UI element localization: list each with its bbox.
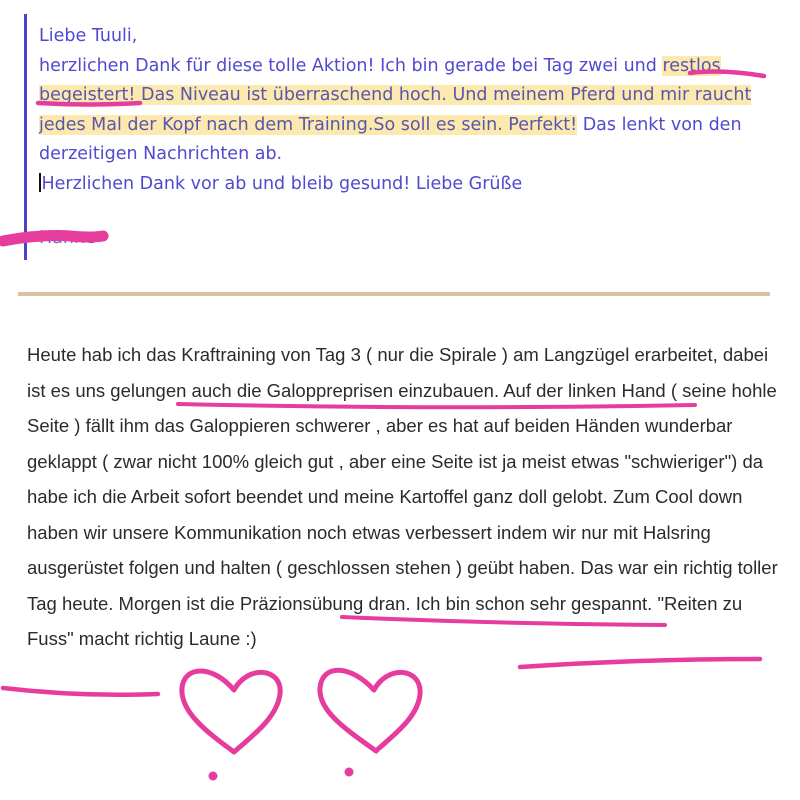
email-paragraph: [39, 52, 784, 170]
underlined-phrase-3: "Reiten zu Fuss" macht richtig Laune :): [27, 592, 743, 649]
highlighted-text: restlos begeistert! Das Niveau ist überraschend hoch. Und meinem Pferd und mir raucht jedes Mal der Kopf nach dem Training.So soll es sein. Perfekt!: [39, 55, 752, 135]
email-after-highlight: Das lenkt von den derzeitigen Nachrichten ab.: [39, 114, 742, 164]
underlined-phrase-1: ist es uns gelungen auch die Galoppreprisen einzubauen.: [27, 379, 500, 401]
section-divider: [18, 292, 770, 296]
quote-bar: [24, 14, 27, 260]
post-part2: Auf der linken Hand ( seine hohle Seite ) fällt ihm das Galoppieren schwerer , aber es hat auf beiden Händen wunderbar geklappt ( zwar nicht 100% gleich gut , aber eine Seite ist ja meist etwas "schwieriger") da habe ich die Arbeit sofort beendet und meine Kartoffel ganz doll gelobt. Zum Cool down haben wir unsere Kommunikation noch etwas verbessert indem wir nur mit Halsring ausgerüstet folgen und halten ( geschlossen stehen ) geübt haben.: [27, 379, 777, 578]
post-part3: Morgen ist die Präzionsübung dran. Ich bin schon sehr gespannt.: [113, 592, 658, 614]
heart-icon: [320, 670, 420, 751]
heart-icon: [182, 671, 280, 752]
email-greeting: Liebe Tuuli,: [39, 26, 138, 46]
post-part1: Heute hab ich das Kraftraining von Tag 3 ( nur die Spirale ) am Langzügel erarbeitet, dabei: [27, 344, 769, 365]
email-closing: Herzlichen Dank vor ab und bleib gesund! Liebe Grüße: [41, 173, 523, 194]
exclamation-dot-icon: [209, 772, 218, 781]
underlined-phrase-2: Das war ein richtig toller Tag heute.: [27, 557, 778, 614]
email-body: [39, 22, 784, 199]
email-signature: Hanne: [39, 228, 96, 248]
marker-underline-reiten-zu-fuss: [520, 659, 760, 667]
exclamation-dot-icon: [345, 768, 354, 777]
text-cursor: [39, 173, 41, 192]
email-line1: herzlichen Dank für diese tolle Aktion! Ich bin gerade bei Tag zwei und: [39, 55, 663, 76]
post-paragraph: [27, 337, 787, 657]
quoted-email: [24, 14, 784, 260]
post-text: [27, 337, 787, 657]
email-closing-line[interactable]: [39, 170, 784, 200]
marker-underline-laune: [3, 688, 158, 695]
